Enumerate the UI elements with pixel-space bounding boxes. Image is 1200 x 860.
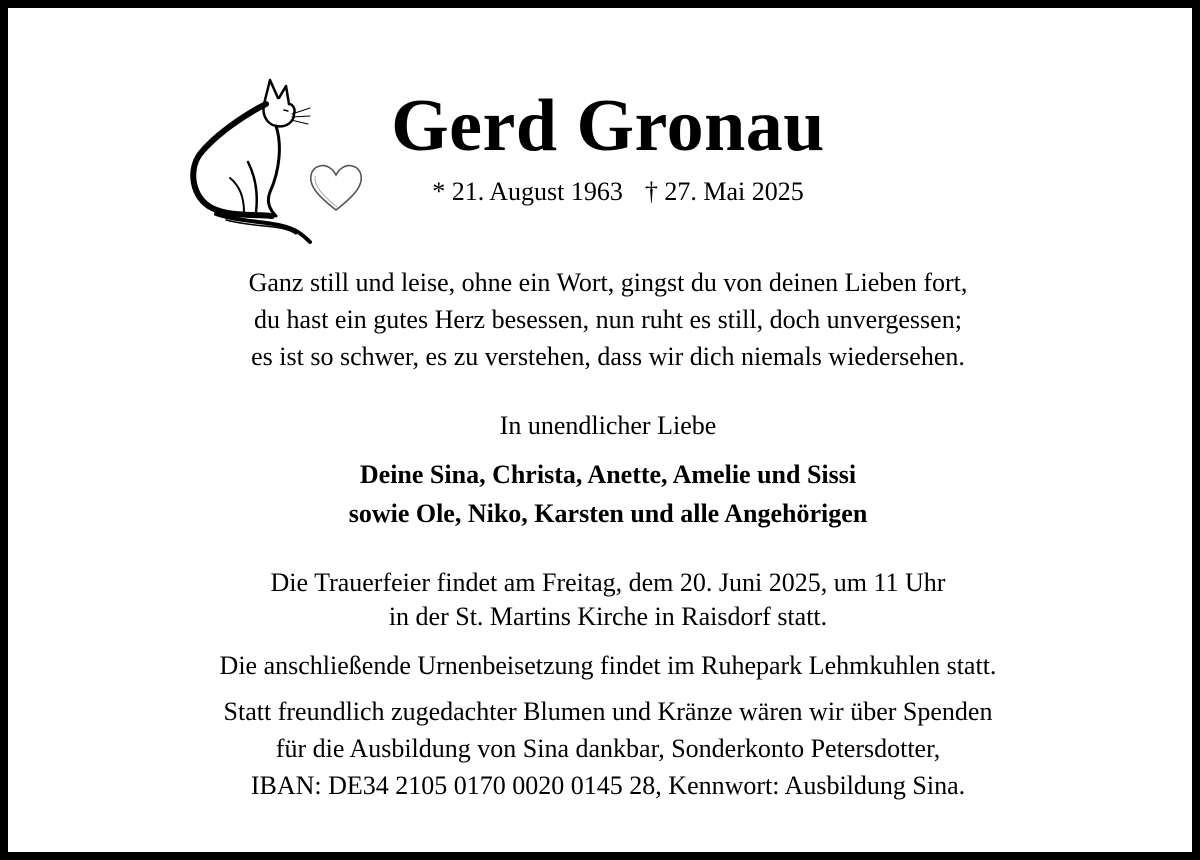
donation-line: Statt freundlich zugedachter Blumen und Kränze wären wir über Spenden <box>223 697 993 726</box>
funeral-ceremony-info <box>8 566 1200 634</box>
verse-line: du hast ein gutes Herz besessen, nun ruht es still, doch unvergessen; <box>254 305 962 334</box>
ceremony-line: Die Trauerfeier findet am Freitag, dem 20. Juni 2025, um 11 Uhr <box>270 568 946 597</box>
death-date: † 27. Mai 2025 <box>644 177 804 206</box>
life-dates <box>348 174 888 210</box>
ceremony-line: in der St. Martins Kirche in Raisdorf statt. <box>388 602 828 631</box>
donation-info <box>8 693 1200 804</box>
donation-line: für die Ausbildung von Sina dankbar, Sonderkonto Petersdotter, <box>275 734 941 763</box>
mourners <box>8 455 1200 533</box>
verse-line: Ganz still und leise, ohne ein Wort, gingst du von deinen Lieben fort, <box>248 268 968 297</box>
deceased-name: Gerd Gronau <box>391 85 825 167</box>
verse-line: es ist so schwer, es zu verstehen, dass wir dich niemals wiedersehen. <box>251 342 965 371</box>
urn-burial-info: Die anschließende Urnenbeisetzung findet im Ruhepark Lehmkuhlen statt. <box>219 651 997 680</box>
donation-line: IBAN: DE34 2105 0170 0020 0145 28, Kennwort: Ausbildung Sina. <box>250 771 966 800</box>
birth-date: * 21. August 1963 <box>432 177 623 206</box>
love-line: In unendlicher Liebe <box>499 411 717 440</box>
memorial-verse <box>8 264 1200 375</box>
mourners-line: Deine Sina, Christa, Anette, Amelie und Sissi <box>359 460 857 489</box>
mourners-line: sowie Ole, Niko, Karsten und alle Angehörigen <box>348 499 868 528</box>
cat-silhouette-icon <box>186 74 316 244</box>
